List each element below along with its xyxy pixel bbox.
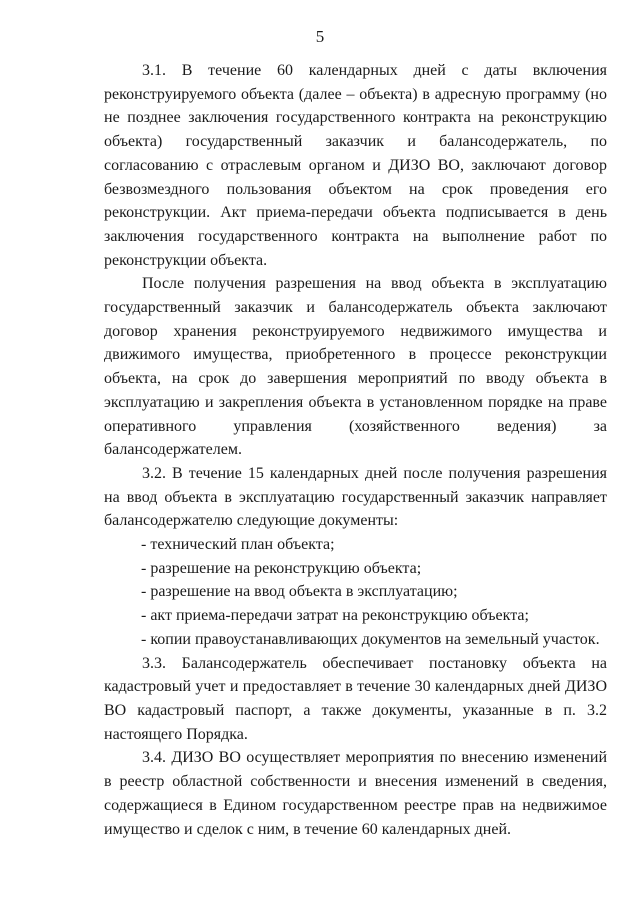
- page-number: 5: [315, 27, 325, 46]
- list-item: - разрешение на реконструкцию объекта;: [141, 559, 422, 577]
- paragraph-3-3: 3.3. Балансодержатель обеспечивает постановку объекта на кадастровый учет и предоставляет в течение 30 календарных дней ДИЗО ВО кадастровый паспорт, а также документы, указанные в п. 3.2 настоящего Порядка.: [104, 654, 607, 743]
- paragraph-3-2: 3.2. В течение 15 календарных дней после получения разрешения на ввод объекта в эксплуатацию государственный заказчик направляет балансодержателю следующие документы:: [104, 464, 607, 530]
- paragraph-3-4: 3.4. ДИЗО ВО осуществляет мероприятия по внесению изменений в реестр областной собственности и внесения изменений в сведения, содержащиеся в Едином государственном реестре прав на недвижимое имущество и сделок с ним, в течение 60 календарных дней.: [104, 749, 607, 838]
- list-item: - разрешение на ввод объекта в эксплуатацию;: [141, 583, 458, 601]
- document-list: [104, 533, 607, 652]
- paragraph-storage-agreement: После получения разрешения на ввод объекта в эксплуатацию государственный заказчик и балансодержатель объекта заключают договор хранения реконструируемого недвижимого имущества и движимого имущества, приобретенного в процессе реконструкции объекта, на срок до завершения мероприятий по вводу объекта в эксплуатацию и закрепления объекта в установленном порядке на праве оперативного управления (хозяйственного ведения) за балансодержателем.: [104, 275, 607, 459]
- document-body: [104, 59, 607, 841]
- list-item: - копии правоустанавливающих документов на земельный участок.: [141, 630, 600, 648]
- paragraph-3-1: 3.1. В течение 60 календарных дней с даты включения реконструируемого объекта (далее – объекта) в адресную программу (но не позднее заключения государственного контракта на реконструкцию объекта) государственный заказчик и балансодержатель, по согласованию с отраслевым органом и ДИЗО ВО, заключают договор безвозмездного пользования объектом на срок проведения его реконструкции. Акт приема-передачи объекта подписывается в день заключения государственного контракта на выполнение работ по реконструкции объекта.: [104, 62, 607, 269]
- list-item: - акт приема-передачи затрат на реконструкцию объекта;: [141, 607, 529, 625]
- list-item: - технический план объекта;: [141, 536, 335, 554]
